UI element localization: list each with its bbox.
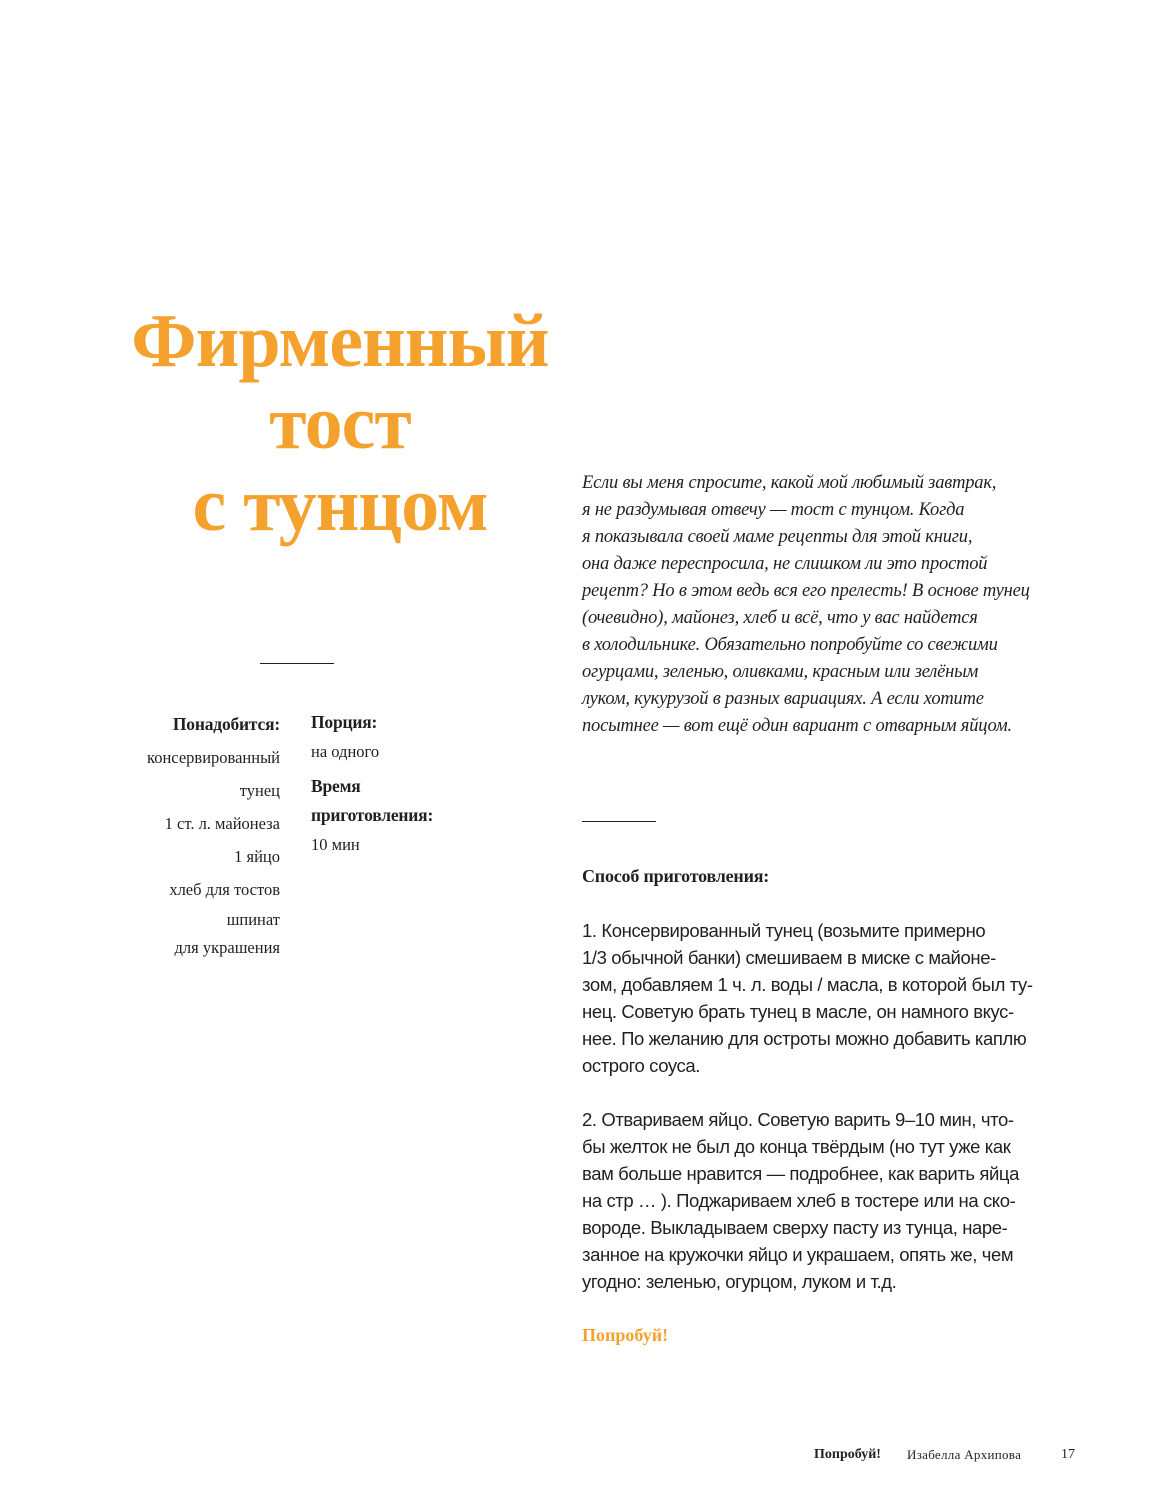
divider-left (260, 663, 334, 664)
method-heading: Способ приготовления: (582, 866, 770, 886)
intro-line: я не раздумывая отвечу — тост с тунцом. Когда (582, 500, 965, 520)
intro-line: огурцами, зеленью, оливками, красным или зелёным (582, 662, 979, 682)
ingredient-item: консервированный (147, 748, 280, 767)
ingredient-item: хлеб для тостов (169, 880, 280, 899)
recipe-title (80, 300, 600, 546)
intro-line: Если вы меня спросите, какой мой любимый завтрак, (582, 473, 997, 493)
intro-line: посытнее — вот ещё один вариант с отварным яйцом. (582, 716, 1012, 736)
step-2 (582, 1106, 1102, 1295)
ingredients-heading: Понадобится: (172, 714, 280, 734)
step-line: угодно: зеленью, огурцом, луком и т.д. (582, 1271, 897, 1292)
ingredient-item: 1 яйцо (234, 847, 280, 866)
step-line: бы желток не был до конца твёрдым (но тут уже как (582, 1136, 1011, 1157)
step-line: на стр … ). Поджариваем хлеб в тостере или на ско- (582, 1190, 1016, 1211)
step-line: вороде. Выкладываем сверху пасту из тунца, наре- (582, 1217, 1008, 1238)
portion-value: на одного (311, 742, 380, 761)
ingredient-item: для украшения (174, 938, 280, 957)
step-1 (582, 917, 1102, 1079)
time-value: 10 мин (311, 835, 360, 854)
ingredient-item: 1 ст. л. майонеза (164, 814, 280, 833)
time-heading: Время (311, 776, 361, 796)
intro-line: она даже переспросила, не слишком ли это простой (582, 554, 988, 574)
title-line: с тунцом (192, 463, 488, 547)
step-line: нее. По желанию для остроты можно добавить каплю (582, 1028, 1027, 1049)
intro-line: (очевидно), майонез, хлеб и всё, что у вас найдется (582, 608, 978, 628)
ingredient-item: тунец (239, 781, 280, 800)
intro-line: в холодильнике. Обязательно попробуйте со свежими (582, 635, 998, 655)
title-line: тост (269, 381, 411, 465)
intro-line: рецепт? Но в этом ведь вся его прелесть! В основе тунец (582, 581, 1030, 601)
intro-line: луком, кукурузой в разных вариациях. А если хотите (582, 689, 984, 709)
footer-brand: Попробуй! (814, 1447, 881, 1462)
time-heading: приготовления: (311, 805, 434, 825)
step-line: нец. Советую брать тунец в масле, он намного вкус- (582, 1001, 1014, 1022)
call-to-action: Попробуй! (582, 1325, 669, 1345)
portion-heading: Порция: (311, 712, 378, 732)
page-number: 17 (1061, 1447, 1075, 1462)
intro-text (582, 470, 1082, 740)
method-steps (582, 917, 1102, 1295)
ingredient-item: шпинат (226, 910, 280, 929)
step-line: 1. Консервированный тунец (возьмите примерно (582, 920, 986, 941)
step-line: зом, добавляем 1 ч. л. воды / масла, в которой был ту- (582, 974, 1033, 995)
intro-line: я показывала своей маме рецепты для этой книги, (582, 527, 973, 547)
step-line: острого соуса. (582, 1055, 701, 1076)
step-line: занное на кружочки яйцо и украшаем, опять же, чем (582, 1244, 1014, 1265)
ingredients-list (90, 708, 280, 962)
step-line: 2. Отвариваем яйцо. Советую варить 9–10 мин, что- (582, 1109, 1014, 1130)
divider-right (582, 821, 656, 822)
recipe-info (311, 708, 511, 865)
step-line: 1/3 обычной банки) смешиваем в миске с майоне- (582, 947, 996, 968)
footer-author: Изабелла Архипова (907, 1447, 1022, 1462)
step-line: вам больше нравится — подробнее, как варить яйца (582, 1163, 1020, 1184)
title-line: Фирменный (131, 299, 549, 383)
